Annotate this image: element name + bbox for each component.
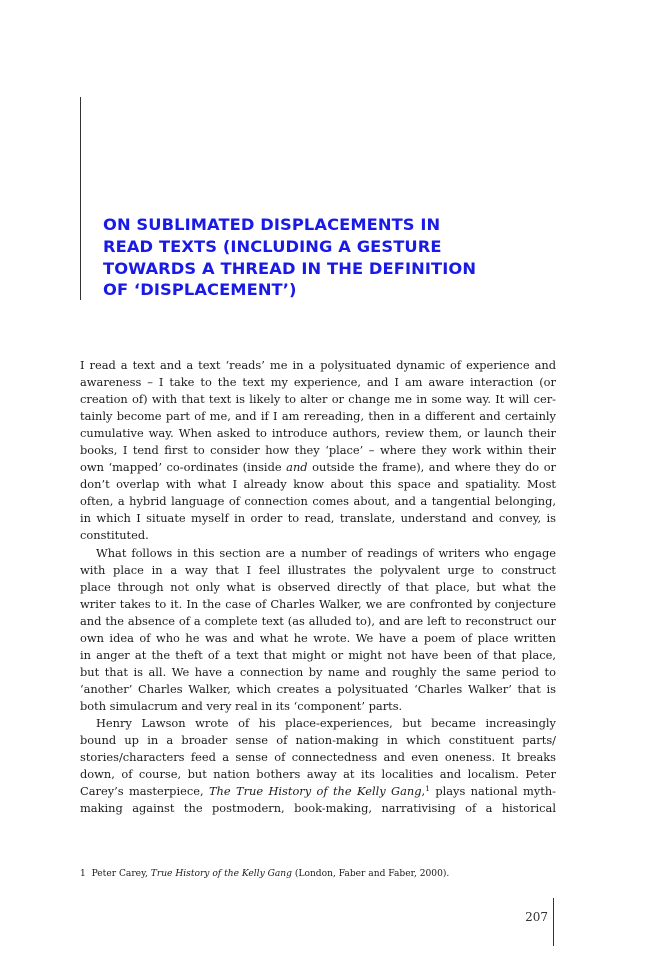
paragraph-3 — [80, 715, 556, 732]
text-line: cumulative way. When asked to introduce authors, review them, or launch their — [80, 426, 556, 441]
text-line: with place in a way that I feel illustrates the polyvalent urge to construct — [80, 562, 556, 577]
paragraph-2-continued — [80, 562, 556, 715]
text-segment: outside the frame), and where they do or — [307, 460, 556, 475]
text-line: own idea of who he was and what he wrote. We have a poem of place written — [80, 630, 556, 645]
text-line: books, I tend first to consider how they ‘place’ – where they work within their — [80, 443, 556, 458]
chapter-title-line: READ TEXTS (INCLUDING A GESTURE — [103, 236, 442, 256]
text-line: writer takes to it. In the case of Charles Walker, we are confronted by conjecture — [80, 596, 556, 611]
text-line: don’t overlap with what I already know about this space and spatiality. Most — [80, 477, 556, 492]
text-line — [80, 783, 556, 800]
paragraph-2 — [80, 545, 556, 562]
text-line: often, a hybrid language of connection comes about, and a tangential belonging, — [80, 494, 556, 509]
footnote-number: 1 — [80, 869, 86, 879]
footnote-publication: (London, Faber and Faber, 2000). — [292, 869, 450, 879]
footnote-author: Peter Carey, — [91, 869, 151, 879]
page-number-rule — [553, 898, 554, 946]
paragraph-1 — [80, 357, 556, 545]
text-line: What follows in this section are a number of readings of writers who engage — [96, 545, 556, 560]
text-segment: , — [421, 784, 426, 799]
emphasis-text: and — [286, 460, 308, 475]
text-line: but that is all. We have a connection by name and roughly the same period to — [80, 664, 556, 679]
text-line: making against the postmodern, book-making, narrativising of a historical — [80, 801, 556, 816]
page-number: 207 — [525, 910, 548, 924]
text-line: down, of course, but nation bothers away at its localities and localism. Peter — [80, 767, 556, 782]
text-line: I read a text and a text ‘reads’ me in a polysituated dynamic of experience and — [80, 358, 556, 372]
text-segment: own ‘mapped’ co-ordinates (inside — [80, 460, 287, 475]
text-line: bound up in a broader sense of nation-making in which constituent parts/ — [80, 733, 556, 748]
text-line: Henry Lawson wrote of his place-experiences, but became increasingly — [96, 715, 556, 730]
text-line: stories/characters feed a sense of connectedness and even oneness. It breaks — [80, 750, 556, 765]
footnote-reference[interactable]: 1 — [425, 784, 430, 794]
text-line: in which I situate myself in order to read, translate, understand and convey, is — [80, 511, 556, 526]
text-line: in anger at the theft of a text that might or might not have been of that place, — [80, 647, 556, 662]
text-line: tainly become part of me, and if I am rereading, then in a different and certainly — [80, 409, 556, 424]
chapter-title — [103, 214, 573, 301]
book-title-italic: The True History of the Kelly Gang — [208, 784, 422, 799]
paragraph-3-continued — [80, 732, 556, 817]
text-line: awareness – I take to the text my experience, and I am aware interaction (or — [80, 375, 556, 390]
text-line: both simulacrum and very real in its ‘component’ parts. — [80, 698, 403, 713]
chapter-margin-rule — [80, 97, 81, 300]
text-line: creation of) with that text is likely to alter or change me in some way. It will cer- — [80, 392, 556, 407]
chapter-title-line: ON SUBLIMATED DISPLACEMENTS IN — [103, 215, 441, 234]
chapter-title-line: OF ‘DISPLACEMENT’) — [103, 280, 297, 300]
chapter-title-line: TOWARDS A THREAD IN THE DEFINITION — [103, 258, 477, 278]
text-line: ‘another’ Charles Walker, which creates a polysituated ‘Charles Walker’ that is — [80, 681, 556, 696]
text-line: place through not only what is observed directly of that place, but what the — [80, 579, 556, 594]
text-line: and the absence of a complete text (as alluded to), and are left to reconstruct our — [80, 613, 556, 628]
body-text — [80, 357, 556, 817]
footnote — [80, 868, 556, 881]
footnote-title: True History of the Kelly Gang — [150, 869, 292, 879]
text-segment: plays national myth- — [429, 784, 557, 799]
text-segment: Carey’s masterpiece, — [80, 784, 209, 799]
text-line: constituted. — [80, 528, 149, 543]
text-line — [80, 459, 556, 476]
